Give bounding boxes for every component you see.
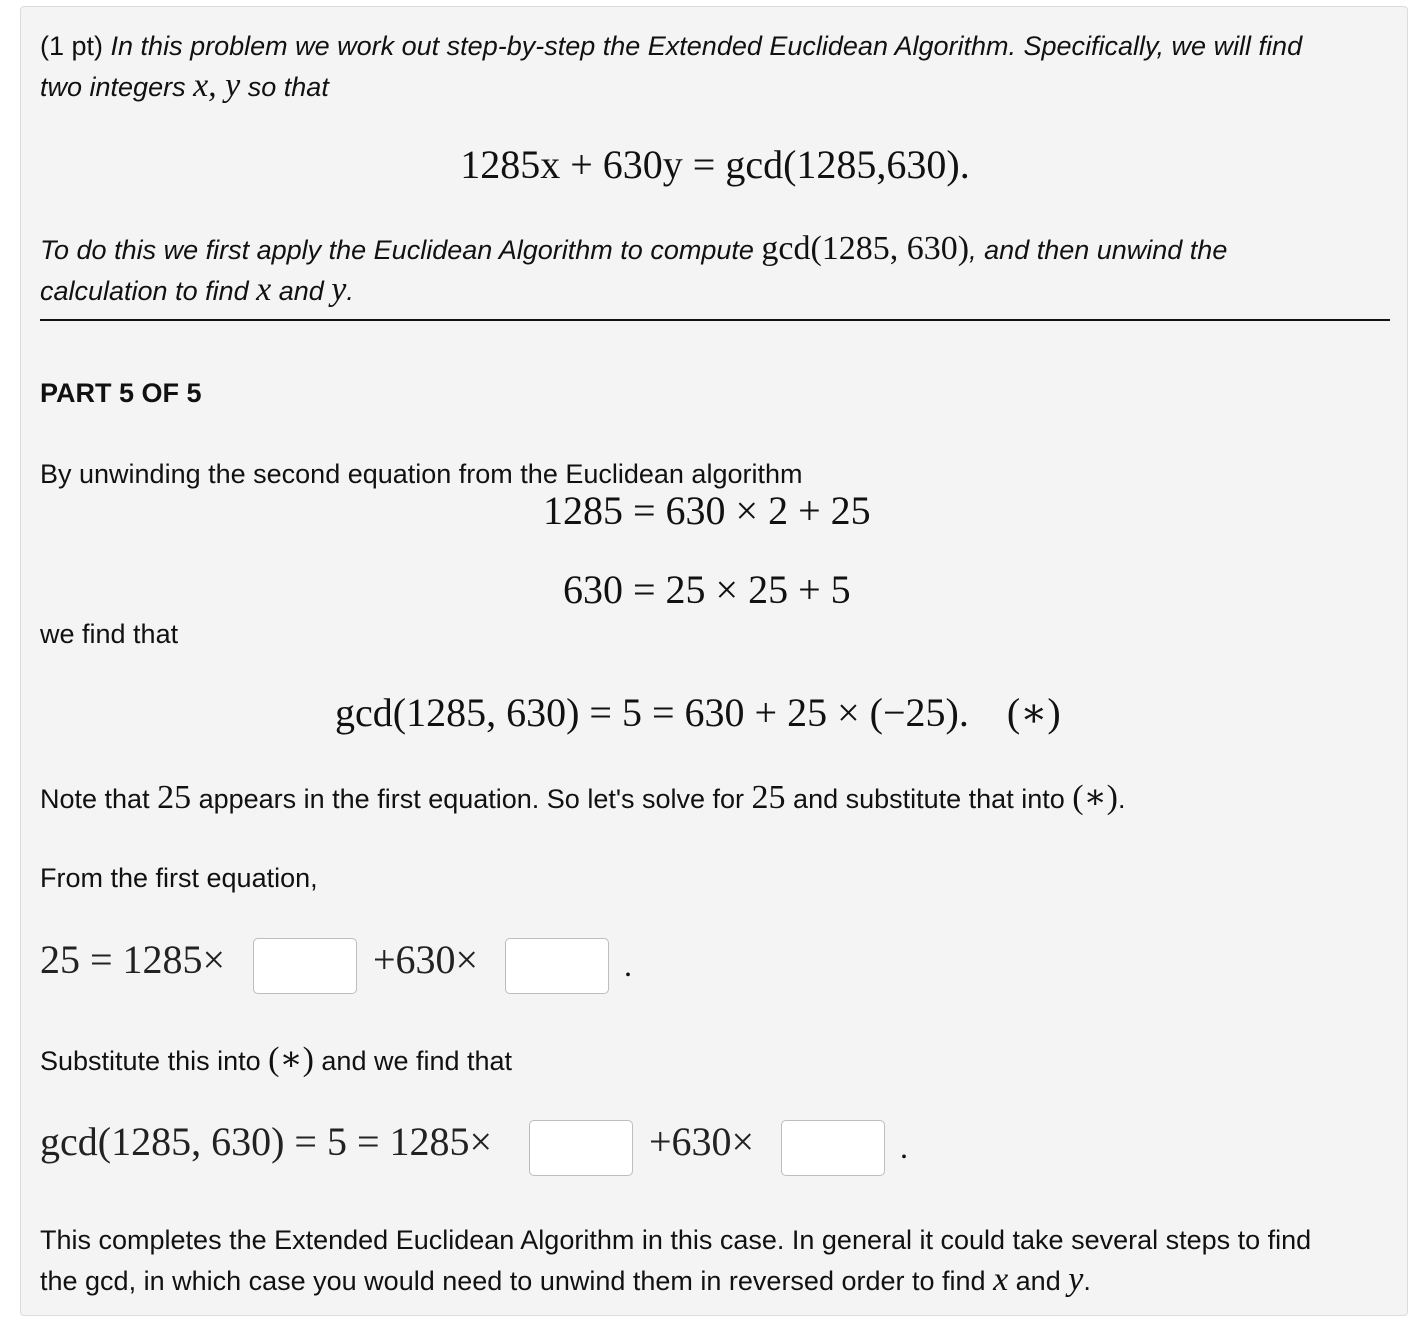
main-equation: 1285x + 630y = gcd(1285,630). — [460, 142, 970, 187]
para2-text-c: calculation to find — [40, 276, 257, 306]
substitute-star: (∗) — [268, 1041, 314, 1078]
note-text-b: appears in the first equation. So let's solve for — [191, 784, 752, 814]
star-label: (∗) — [1006, 690, 1061, 735]
closing-text-a: the gcd, in which case you would need to unwind them in reversed order to find — [40, 1266, 994, 1296]
answer-box-630-coefficient-1[interactable] — [505, 938, 609, 994]
eq3-end: . — [624, 947, 632, 983]
note-text-c: and substitute that into — [785, 784, 1073, 814]
intro-para-2-line-2 — [40, 270, 354, 311]
eq4-left: gcd(1285, 630) = 5 = 1285× — [40, 1119, 493, 1164]
star-equation — [335, 689, 1061, 737]
closing-line-2 — [40, 1260, 1091, 1301]
para2-text-b: , and then unwind the — [969, 235, 1228, 265]
para2-x: x — [256, 271, 272, 308]
intro-text-2b: so that — [240, 72, 329, 102]
note-text-a: Note that — [40, 784, 158, 814]
part-heading: PART 5 OF 5 — [40, 378, 202, 408]
para2-and: and — [271, 276, 332, 306]
intro-text-1: In this problem we work out step-by-step the Extended Euclidean Algorithm. Specifically, we will find — [103, 31, 1303, 61]
closing-x: x — [993, 1261, 1009, 1298]
intro-vars: x, y — [193, 67, 241, 104]
points-label: (1 pt) — [40, 31, 104, 61]
para2-end: . — [346, 276, 354, 306]
eq4-mid: +630× — [649, 1119, 755, 1164]
closing-and: and — [1008, 1266, 1069, 1296]
closing-y: y — [1068, 1261, 1084, 1298]
eq3-mid: +630× — [373, 937, 479, 982]
euclid-equation-1: 1285 = 630 × 2 + 25 — [543, 488, 871, 533]
intro-text-2a: two integers — [40, 72, 194, 102]
we-find-text: we find that — [40, 619, 179, 649]
note-line — [40, 778, 1126, 819]
euclid-equation-2: 630 = 25 × 25 + 5 — [563, 567, 851, 612]
eq3-left: 25 = 1285× — [40, 937, 226, 982]
answer-box-630-coefficient-2[interactable] — [781, 1120, 885, 1176]
divider-rule — [40, 319, 1390, 321]
intro-line-1 — [40, 26, 1302, 66]
closing-line-1: This completes the Extended Euclidean Algorithm in this case. In general it could take several steps to find — [40, 1225, 1312, 1255]
note-star: (∗) — [1072, 779, 1119, 816]
from-first-text: From the first equation, — [40, 863, 318, 893]
intro-line-2 — [40, 66, 329, 107]
unwinding-text: By unwinding the second equation from the Euclidean algorithm — [40, 459, 803, 489]
note-num-2: 25 — [751, 779, 786, 816]
intro-para-2-line-1 — [40, 229, 1227, 270]
note-num-1: 25 — [157, 779, 192, 816]
para2-gcd: gcd(1285, 630) — [761, 230, 970, 267]
closing-end: . — [1083, 1266, 1091, 1296]
eq4-end: . — [900, 1129, 908, 1165]
para2-y: y — [331, 271, 347, 308]
substitute-text-a: Substitute this into — [40, 1046, 269, 1076]
substitute-line — [40, 1040, 512, 1081]
note-end: . — [1118, 784, 1126, 814]
answer-box-1285-coefficient-1[interactable] — [253, 938, 357, 994]
para2-text-a: To do this we first apply the Euclidean Algorithm to compute — [40, 235, 762, 265]
substitute-text-b: and we find that — [313, 1046, 513, 1076]
answer-box-1285-coefficient-2[interactable] — [529, 1120, 633, 1176]
problem-panel — [20, 6, 1408, 1316]
star-equation-text: gcd(1285, 630) = 5 = 630 + 25 × (−25). — [335, 690, 969, 735]
